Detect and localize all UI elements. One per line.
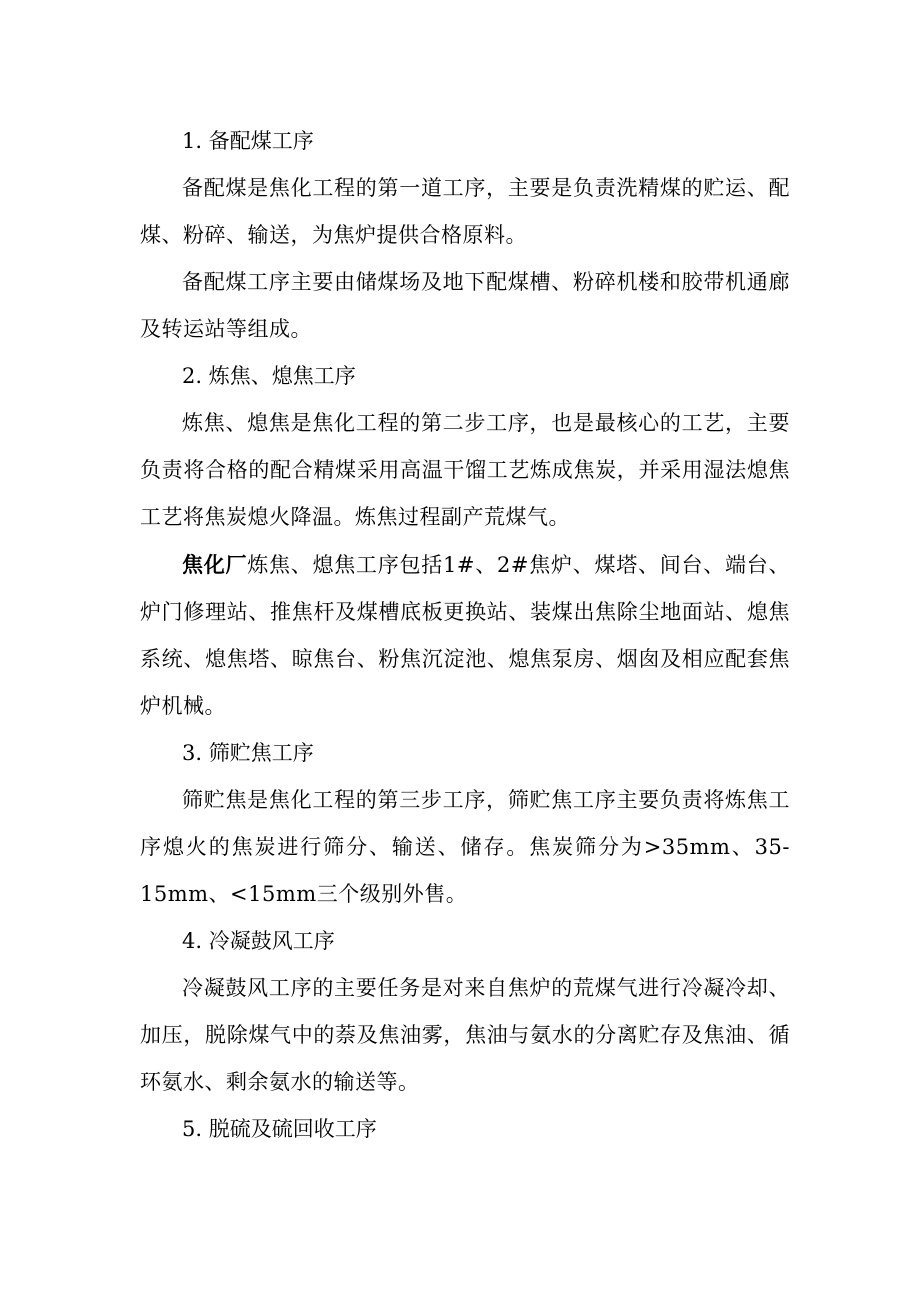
paragraph: 筛贮焦是焦化工程的第三步工序，筛贮焦工序主要负责将炼焦工序熄火的焦炭进行筛分、输送、储存。焦炭筛分为>35mm、35-15mm、<15mm三个级别外售。 bbox=[140, 788, 790, 906]
paragraph bbox=[140, 541, 790, 730]
section-heading: 1. 备配煤工序 bbox=[182, 129, 314, 153]
section-heading: 2. 炼焦、熄焦工序 bbox=[182, 364, 356, 388]
paragraph: 冷凝鼓风工序的主要任务是对来自焦炉的荒煤气进行冷凝冷却、加压，脱除煤气中的萘及焦油雾，焦油与氨水的分离贮存及焦油、循环氨水、剩余氨水的输送等。 bbox=[140, 976, 790, 1094]
section-heading: 4. 冷凝鼓风工序 bbox=[182, 929, 335, 953]
document-page bbox=[140, 118, 790, 1153]
paragraph: 备配煤是焦化工程的第一道工序，主要是负责洗精煤的贮运、配煤、粉碎、输送，为焦炉提供合格原料。 bbox=[140, 176, 790, 247]
paragraph-text: 炼焦、熄焦工序包括1#、2#焦炉、煤塔、间台、端台、炉门修理站、推焦杆及煤槽底板更换站、装煤出焦除尘地面站、熄焦系统、熄焦塔、晾焦台、粉焦沉淀池、熄焦泵房、烟囱及相应配套焦炉机械。 bbox=[140, 553, 790, 718]
section-heading: 5. 脱硫及硫回收工序 bbox=[182, 1117, 377, 1141]
paragraph: 备配煤工序主要由储煤场及地下配煤槽、粉碎机楼和胶带机通廊及转运站等组成。 bbox=[140, 270, 790, 341]
bold-term: 焦化厂 bbox=[182, 552, 248, 577]
section-heading: 3. 筛贮焦工序 bbox=[182, 741, 314, 765]
paragraph: 炼焦、熄焦是焦化工程的第二步工序，也是最核心的工艺，主要负责将合格的配合精煤采用高温干馏工艺炼成焦炭，并采用湿法熄焦工艺将焦炭熄火降温。炼焦过程副产荒煤气。 bbox=[140, 411, 790, 529]
